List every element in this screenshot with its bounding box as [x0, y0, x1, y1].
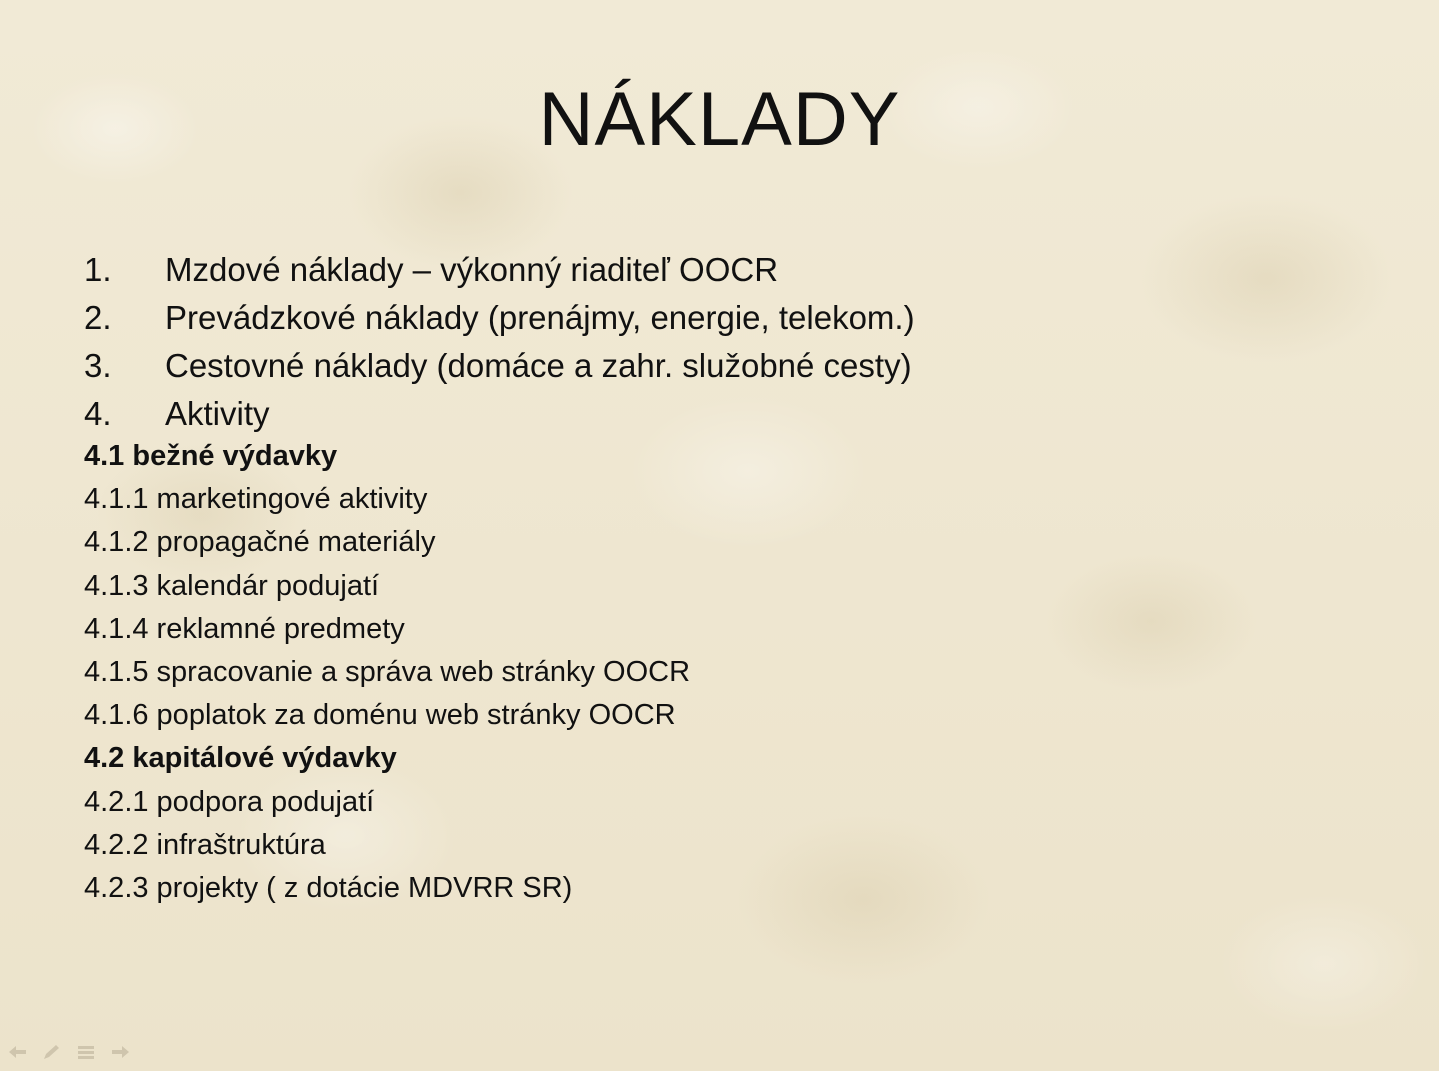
- list-item: [84, 390, 915, 438]
- slideshow-controls: [6, 1043, 132, 1061]
- list-item: 4.1.2 propagačné materiály: [84, 526, 436, 559]
- list-item: 4.2.1 podpora podujatí: [84, 785, 375, 818]
- subsection-heading: 4.2 kapitálové výdavky: [84, 742, 397, 775]
- item-text: Cestovné náklady (domáce a zahr. služobné cesty): [165, 347, 912, 384]
- item-text: Prevádzkové náklady (prenájmy, energie, telekom.): [165, 299, 915, 336]
- list-item: 4.2.3 projekty ( z dotácie MDVRR SR): [84, 871, 573, 904]
- menu-icon[interactable]: [74, 1043, 98, 1061]
- item-number: 3.: [84, 347, 112, 384]
- item-number: 4.: [84, 395, 112, 432]
- list-item: [84, 246, 915, 294]
- list-item: 4.1.1 marketingové aktivity: [84, 483, 428, 516]
- list-item: 4.1.4 reklamné predmety: [84, 612, 405, 645]
- item-number: 1.: [84, 251, 112, 288]
- activities-list: [84, 435, 690, 910]
- item-text: Aktivity: [165, 395, 270, 432]
- list-item: 4.1.6 poplatok za doménu web stránky OOCR: [84, 699, 676, 732]
- list-item: 4.1.3 kalendár podujatí: [84, 569, 380, 602]
- slide-title: NÁKLADY: [538, 77, 901, 162]
- list-item: [84, 294, 915, 342]
- list-item: 4.1.5 spracovanie a správa web stránky OOCR: [84, 655, 691, 688]
- previous-slide-icon[interactable]: [6, 1043, 30, 1061]
- pen-icon[interactable]: [40, 1043, 64, 1061]
- item-text: Mzdové náklady – výkonný riaditeľ OOCR: [165, 251, 779, 288]
- list-item: 4.2.2 infraštruktúra: [84, 828, 326, 861]
- next-slide-icon[interactable]: [108, 1043, 132, 1061]
- subsection-heading: 4.1 bežné výdavky: [84, 440, 338, 472]
- item-number: 2.: [84, 299, 112, 336]
- cost-categories-list: [84, 246, 915, 438]
- list-item: [84, 342, 915, 390]
